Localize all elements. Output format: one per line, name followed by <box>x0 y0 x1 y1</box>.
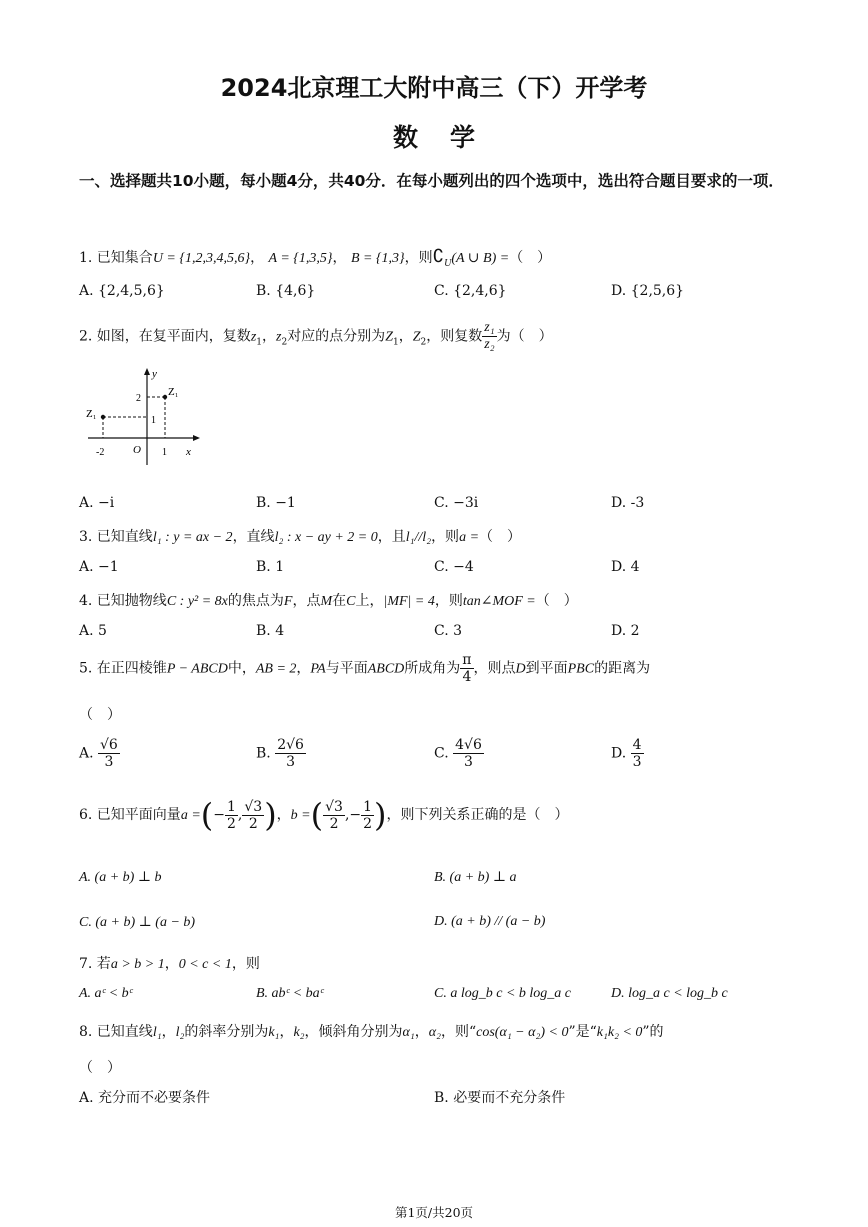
question-6-option-c: C. (a + b) ⊥ (a − b) <box>79 915 196 930</box>
y-label: y <box>152 368 157 380</box>
question-6-option-b: B. (a + b) ⊥ a <box>434 870 517 885</box>
question-7-option-b: B. abᶜ < baᶜ <box>256 986 324 1001</box>
origin-label: O <box>133 444 141 456</box>
page-footer: 第1页/共20页 <box>394 1205 474 1220</box>
question-8-paren: （ ） <box>79 1060 121 1076</box>
x-label: x <box>186 446 191 458</box>
question-1-option-a: A. {2,4,5,6} <box>79 283 165 299</box>
question-1-option-b: B. {4,6} <box>256 283 316 299</box>
question-5-option-c: C. $\frac{4√6}{3}$ <box>434 737 482 770</box>
question-6-option-d: D. (a + b) // (a − b) <box>434 914 546 929</box>
question-1-stem: 1. 已知集合U = {1,2,3,4,5,6}， A = {1,3,5}， B = {1,3}，则$∁_U(A$ ∪ B) =（ ） <box>79 246 552 269</box>
page-title: 2024北京理工大附中高三（下）开学考 <box>220 74 648 102</box>
section-heading: 一、选择题共10小题，每小题4分，共40分．在每小题列出的四个选项中，选出符合题目要求的一项． <box>79 172 784 190</box>
y-axis-arrow <box>144 368 150 375</box>
question-3-option-a: A. −1 <box>79 559 119 575</box>
tick-1-x: 1 <box>162 447 167 458</box>
question-2-option-c: C. −3i <box>434 495 479 511</box>
question-4-option-a: A. 5 <box>79 623 107 639</box>
question-4-option-c: C. 3 <box>434 623 463 639</box>
x-axis-arrow <box>193 435 200 441</box>
question-7-option-d: D. log_a c < log_b c <box>611 986 728 1001</box>
question-8-option-b: B. 必要而不充分条件 <box>434 1090 566 1106</box>
question-2-stem: 2. 如图，在复平面内，复数$z_1$，$z_2$对应的点分别为$Z_1$，$Z_2$，则复数 $\frac{\text{z₁}}{\text{z₂}}$ 为（ ） <box>79 320 553 352</box>
question-2-option-a: A. −i <box>79 495 115 511</box>
point-z1 <box>163 395 167 399</box>
question-3-stem: 3. 已知直线l₁ : y = ax − 2，直线l₂ : x − ay + 2 = 0，且l₁//l₂，则a =（ ） <box>79 529 522 545</box>
question-4-option-b: B. 4 <box>256 623 285 639</box>
question-5-paren: （ ） <box>79 707 121 723</box>
question-7-option-c: C. a log_b c < b log_a c <box>434 986 571 1001</box>
question-3-option-d: D. 4 <box>611 559 640 575</box>
question-5-option-b: B. $\frac{2√6}{3}$ <box>256 737 304 770</box>
tick-neg2: -2 <box>96 447 105 458</box>
question-6-option-a: A. (a + b) ⊥ b <box>79 870 162 885</box>
point-z2 <box>101 415 105 419</box>
question-8-option-a: A. 充分而不必要条件 <box>79 1090 211 1106</box>
question-3-option-c: C. −4 <box>434 559 474 575</box>
question-7-stem: 7. 若a > b > 1，0 < c < 1，则 <box>79 956 260 972</box>
question-4-option-d: D. 2 <box>611 623 640 639</box>
tick-2: 2 <box>136 393 141 404</box>
question-4-stem: 4. 已知抛物线C : y² = 8x的焦点为F，点M在C上，|MF| = 4，则tan∠MOF =（ ） <box>79 593 578 609</box>
question-6-stem: 6. 已知平面向量a =(− $\frac{1}{2}$ , $\frac{√3}{2}$ )，b =( $\frac{√3}{2}$ ,− $\frac{1}{2}$ )，则下列关系正确的是（ ） <box>79 796 569 834</box>
question-2-option-d: D. -3 <box>611 495 645 511</box>
question-1-option-d: D. {2,5,6} <box>611 283 685 299</box>
subject-title: 数学 <box>392 123 507 152</box>
question-5-option-a: A. $\frac{√6}{3}$ <box>79 737 118 770</box>
question-1-option-c: C. {2,4,6} <box>434 283 507 299</box>
question-5-stem: 5. 在正四棱锥P − ABCD中，AB = 2，PA与平面ABCD所成角为 $\frac{\pi}{4}$ ，则点D到平面PBC的距离为 <box>79 652 651 685</box>
question-3-option-b: B. 1 <box>256 559 285 575</box>
question-5-option-d: D. $\frac{4}{3}$ <box>611 737 642 770</box>
complex-plane-figure <box>82 365 202 465</box>
tick-1-y: 1 <box>151 415 156 426</box>
question-8-stem: 8. 已知直线l₁，l₂的斜率分别为k₁，k₂，倾斜角分别为α₁，α₂，则“cos(α₁ − α₂) < 0”是“k₁k₂ < 0”的 <box>79 1024 664 1040</box>
question-2-option-b: B. −1 <box>256 495 296 511</box>
z1-label: Z₁ <box>168 386 179 398</box>
question-7-option-a: A. aᶜ < bᶜ <box>79 986 133 1001</box>
z2-label: Z₁ <box>86 408 97 420</box>
